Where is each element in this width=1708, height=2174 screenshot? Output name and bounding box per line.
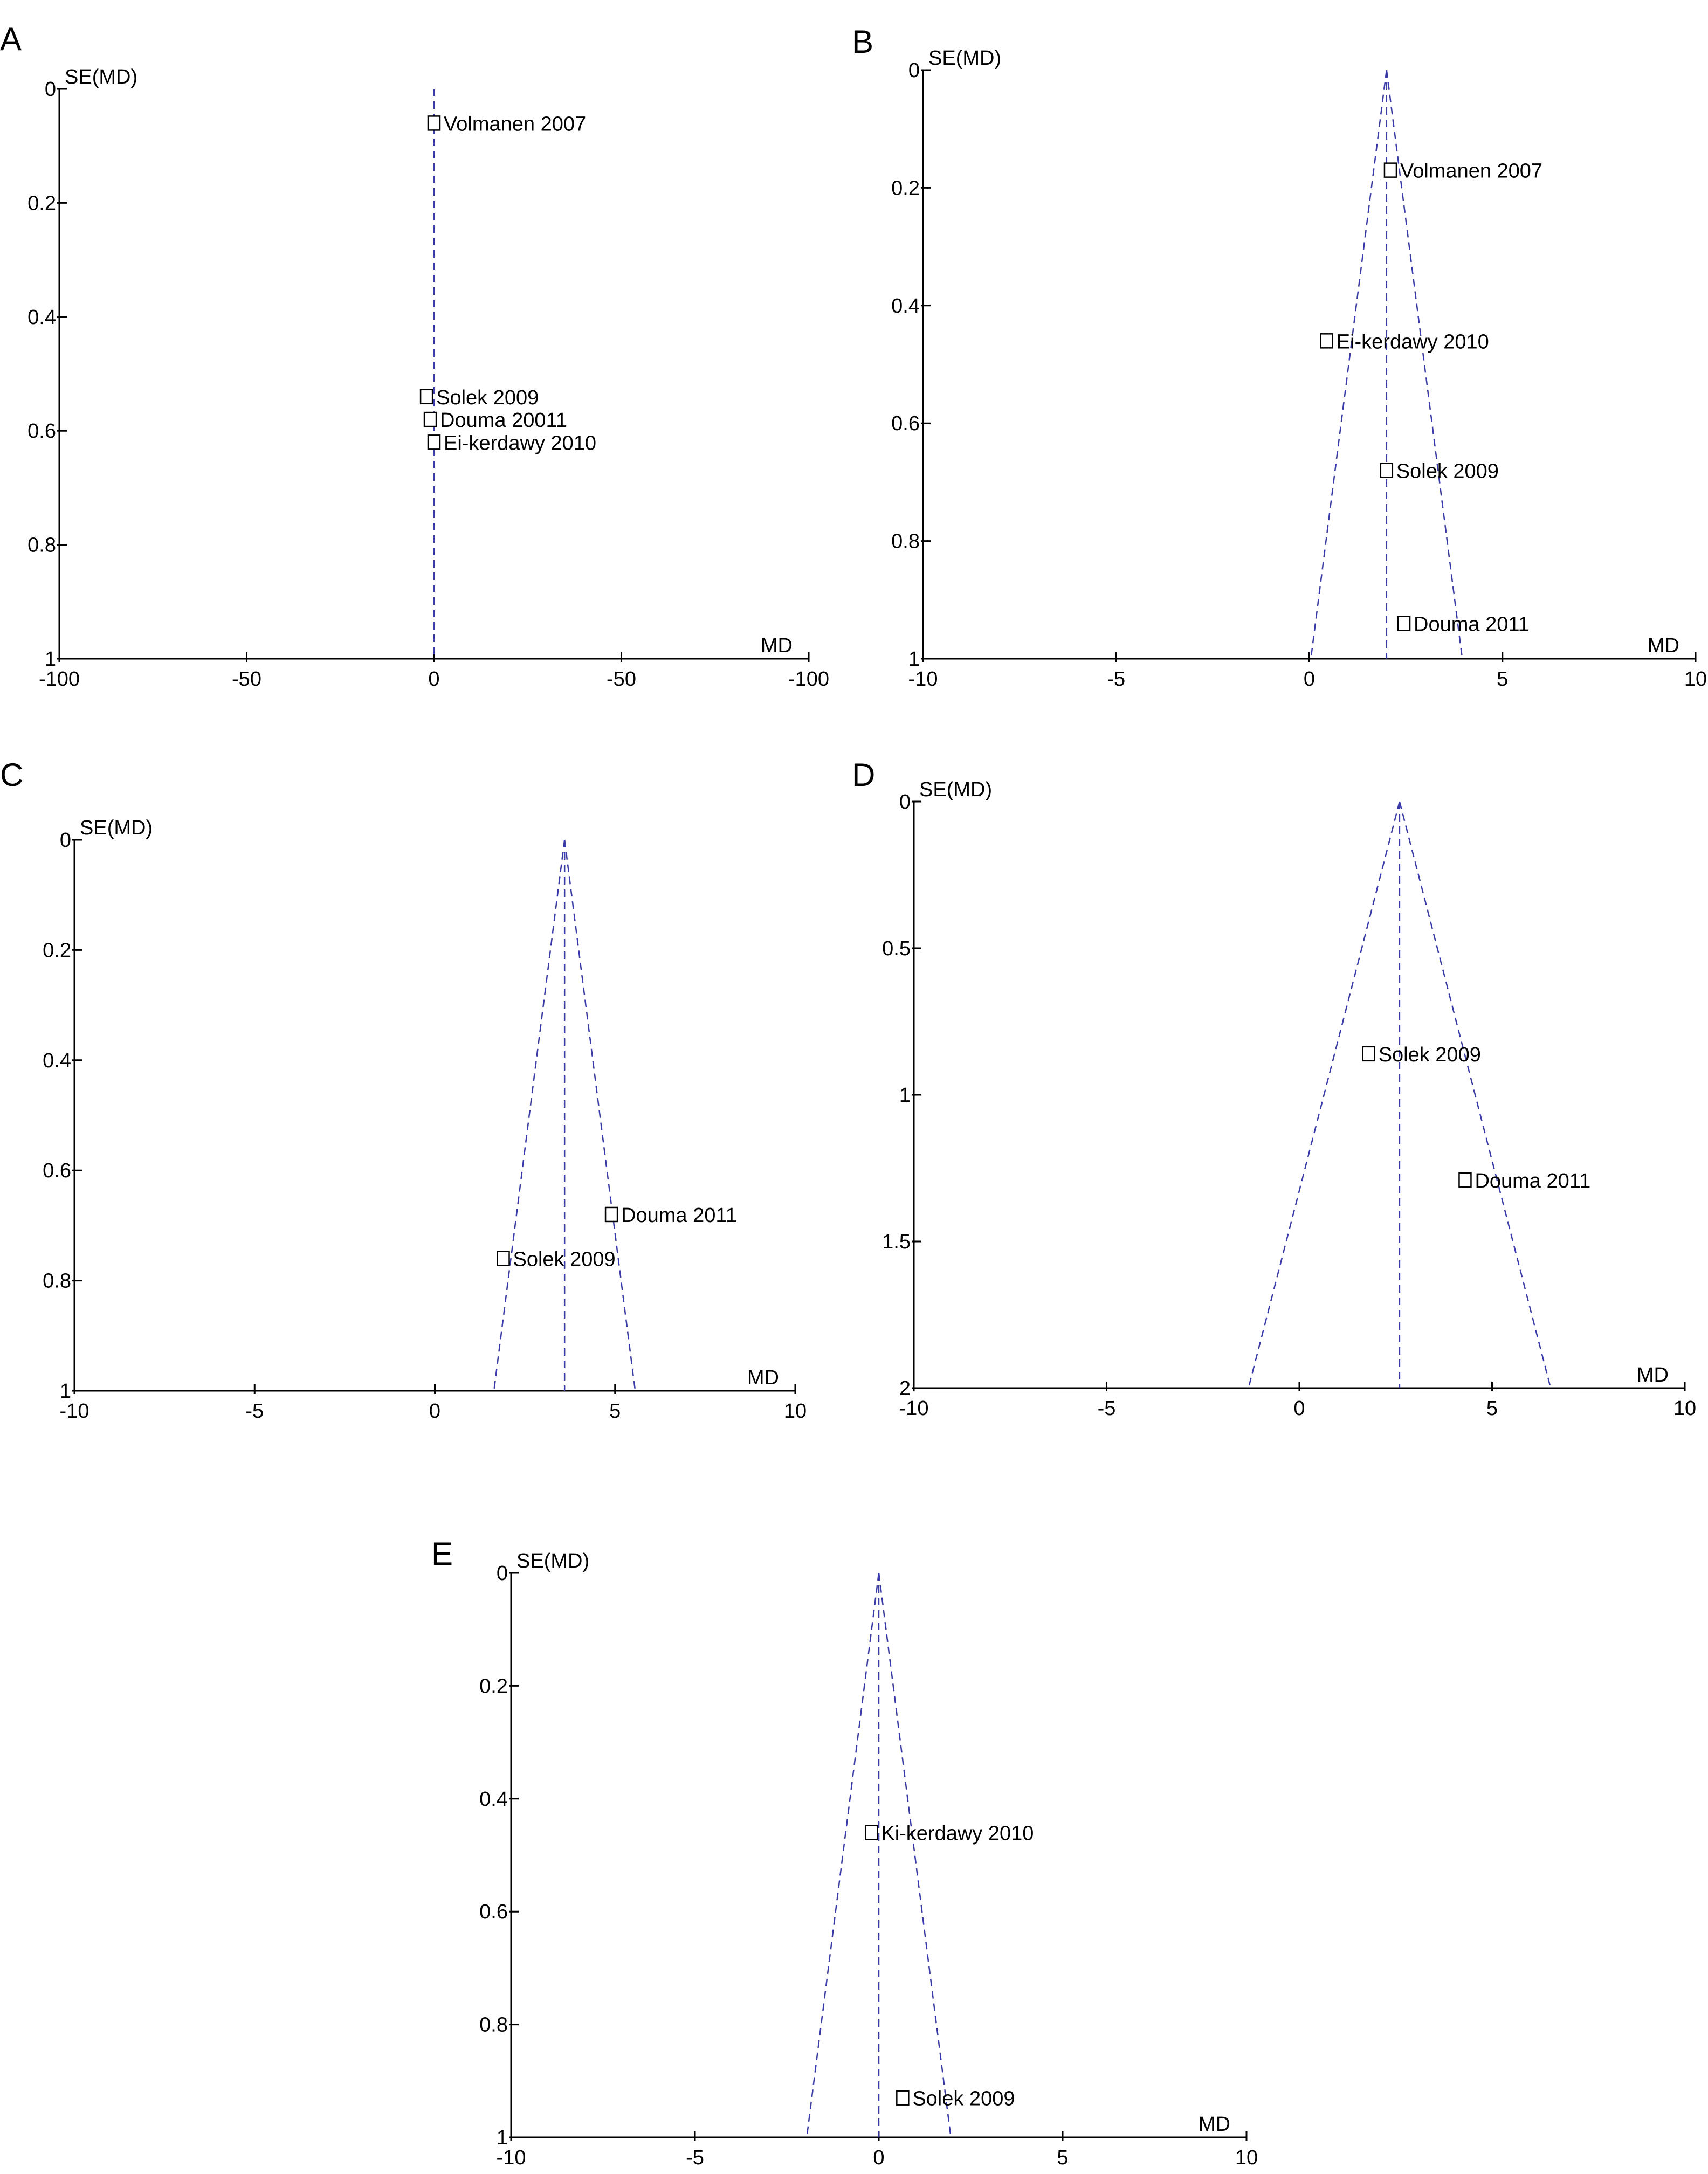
panel-a-y-tick-label: 0.4	[27, 306, 56, 329]
panel-b-x-tick-label: -5	[1107, 668, 1126, 691]
panel-d-x-axis-title: MD	[1636, 1364, 1669, 1386]
panel-a-letter: A	[0, 21, 22, 58]
panel-b-funnel-left-limit	[1311, 70, 1386, 659]
panel-e-study-point	[865, 1826, 877, 1840]
panel-a-x-tick-label: 0	[428, 668, 440, 691]
panel-a-study-point	[428, 116, 440, 130]
panel-c-x-tick-label: -10	[59, 1400, 89, 1423]
panel-b-y-tick-label: 1	[908, 648, 920, 671]
panel-a-study-point	[424, 412, 436, 426]
panel-b-funnel-right-limit	[1387, 70, 1462, 659]
panel-a-x-tick-label: -50	[607, 668, 636, 691]
panel-b-x-tick-label: 0	[1303, 668, 1316, 691]
panel-a-x-tick-label: -100	[788, 668, 830, 691]
panel-e-study-label: Ki-kerdawy 2010	[881, 1822, 1034, 1845]
panel-a-x-axis-title: MD	[760, 634, 793, 657]
panel-b-y-tick-label: 0.4	[891, 294, 920, 318]
panel-a-y-tick-label: 0.2	[27, 192, 56, 215]
panel-b-y-tick-label: 0.2	[891, 177, 920, 200]
panel-d-funnel-left-limit	[1249, 802, 1400, 1388]
panel-a-study-label: Volmanen 2007	[444, 113, 587, 136]
panel-e-study-label: Solek 2009	[912, 2087, 1015, 2110]
panel-b-y-tick-label: 0.6	[891, 412, 920, 436]
panel-d-x-tick-label: 10	[1673, 1397, 1697, 1420]
panel-b-y-axis-title: SE(MD)	[928, 47, 1002, 70]
panel-a-y-tick-label: 0.8	[27, 534, 56, 557]
panel-e-x-tick-label: -10	[496, 2147, 526, 2169]
panel-b-study-label: Volmanen 2007	[1400, 160, 1543, 183]
panel-d-y-tick-label: 2	[899, 1377, 911, 1400]
panel-b-study-label: Solek 2009	[1396, 460, 1499, 483]
panel-c-y-tick-label: 0.6	[43, 1160, 71, 1183]
panel-c-study-label: Douma 2011	[621, 1204, 737, 1227]
panel-c-funnel-left-limit	[494, 840, 564, 1391]
panel-c-y-tick-label: 0.2	[43, 939, 71, 962]
panel-b-x-tick-label: 10	[1684, 668, 1707, 691]
panel-e-y-tick-label: 0	[496, 1562, 508, 1585]
panel-e-x-tick-label: 10	[1235, 2147, 1258, 2169]
panel-d-y-tick-label: 1.5	[882, 1231, 911, 1253]
panel-d-y-axis-title: SE(MD)	[919, 778, 993, 801]
panel-c-x-axis-title: MD	[747, 1366, 779, 1389]
panel-c-y-tick-label: 0	[59, 829, 71, 852]
panel-a-y-tick-label: 1	[44, 648, 56, 671]
panel-a-y-tick-label: 0.6	[27, 420, 56, 443]
panel-c-x-tick-label: -5	[245, 1400, 264, 1423]
panel-d-y-tick-label: 0	[899, 791, 911, 813]
panel-d-x-tick-label: 0	[1293, 1397, 1305, 1420]
panel-a-study-label: Solek 2009	[436, 386, 539, 409]
panel-c-study-point	[498, 1252, 509, 1266]
panel-d-x-tick-label: 5	[1486, 1397, 1498, 1420]
panel-e-x-axis-title: MD	[1198, 2113, 1230, 2136]
panel-e-y-tick-label: 0.2	[479, 1675, 508, 1698]
panel-d	[852, 757, 1696, 1420]
panel-d-x-tick-label: -5	[1097, 1397, 1116, 1420]
panel-d-letter: D	[852, 757, 876, 793]
panel-c-y-tick-label: 1	[59, 1380, 71, 1403]
panel-e-letter: E	[431, 1536, 453, 1572]
panel-b-y-tick-label: 0.8	[891, 530, 920, 553]
panel-d-funnel-right-limit	[1400, 802, 1551, 1388]
panel-e-x-tick-label: -5	[686, 2147, 704, 2169]
panel-c-x-tick-label: 0	[429, 1400, 441, 1423]
panel-d-y-tick-label: 1	[899, 1084, 911, 1107]
panel-b-study-point	[1385, 163, 1396, 177]
panel-d-x-tick-label: -10	[899, 1397, 929, 1420]
panel-e-y-tick-label: 0.8	[479, 2013, 508, 2037]
panel-d-y-tick-label: 0.5	[882, 937, 911, 960]
panel-c-study-point	[605, 1207, 617, 1221]
panel-e-y-tick-label: 0.4	[479, 1787, 508, 1811]
panel-e-funnel-left-limit	[807, 1573, 879, 2137]
panel-a	[0, 21, 829, 691]
panel-e-study-point	[897, 2091, 908, 2105]
panel-c-y-axis-title: SE(MD)	[80, 817, 153, 839]
panel-b-study-label: Ei-kerdawy 2010	[1336, 330, 1489, 354]
panel-e-x-tick-label: 5	[1057, 2147, 1069, 2169]
panel-c-y-tick-label: 0.4	[43, 1049, 71, 1072]
panel-a-x-tick-label: -100	[38, 668, 80, 691]
panel-b-study-point	[1381, 464, 1393, 478]
panel-b-study-point	[1321, 334, 1333, 348]
panel-a-y-tick-label: 0	[44, 78, 56, 101]
panel-c-letter: C	[0, 757, 24, 793]
panel-c-study-label: Solek 2009	[513, 1248, 616, 1271]
panel-d-study-label: Solek 2009	[1378, 1043, 1481, 1066]
panel-e-y-tick-label: 0.6	[479, 1901, 508, 1924]
panel-c	[0, 757, 807, 1423]
panel-a-study-point	[421, 390, 432, 404]
panel-c-x-tick-label: 5	[609, 1400, 621, 1423]
panel-b-y-tick-label: 0	[908, 59, 920, 82]
panel-d-study-point	[1459, 1173, 1471, 1187]
panel-a-study-label: Ei-kerdawy 2010	[444, 432, 597, 455]
panel-e-funnel-right-limit	[879, 1573, 951, 2137]
panel-b-study-label: Douma 2011	[1414, 613, 1530, 636]
panel-b-study-point	[1398, 616, 1410, 630]
panel-a-study-point	[428, 435, 440, 449]
panel-c-y-tick-label: 0.8	[43, 1269, 71, 1293]
panel-b-x-tick-label: -10	[908, 668, 938, 691]
panel-d-study-point	[1363, 1047, 1375, 1061]
panel-e	[431, 1536, 1258, 2169]
panel-e-y-tick-label: 1	[496, 2127, 508, 2149]
panel-d-study-label: Douma 2011	[1475, 1169, 1591, 1192]
panel-c-x-tick-label: 10	[783, 1400, 807, 1423]
panel-e-y-axis-title: SE(MD)	[516, 1550, 590, 1572]
panel-a-y-axis-title: SE(MD)	[65, 66, 138, 88]
panel-b-x-axis-title: MD	[1647, 634, 1679, 657]
panel-b-letter: B	[852, 24, 874, 60]
panel-a-study-label: Douma 20011	[440, 409, 567, 432]
panel-c-funnel-right-limit	[564, 840, 635, 1391]
panel-b-x-tick-label: 5	[1497, 668, 1509, 691]
panel-a-x-tick-label: -50	[232, 668, 261, 691]
panel-e-x-tick-label: 0	[873, 2147, 885, 2169]
panel-b	[852, 24, 1707, 691]
